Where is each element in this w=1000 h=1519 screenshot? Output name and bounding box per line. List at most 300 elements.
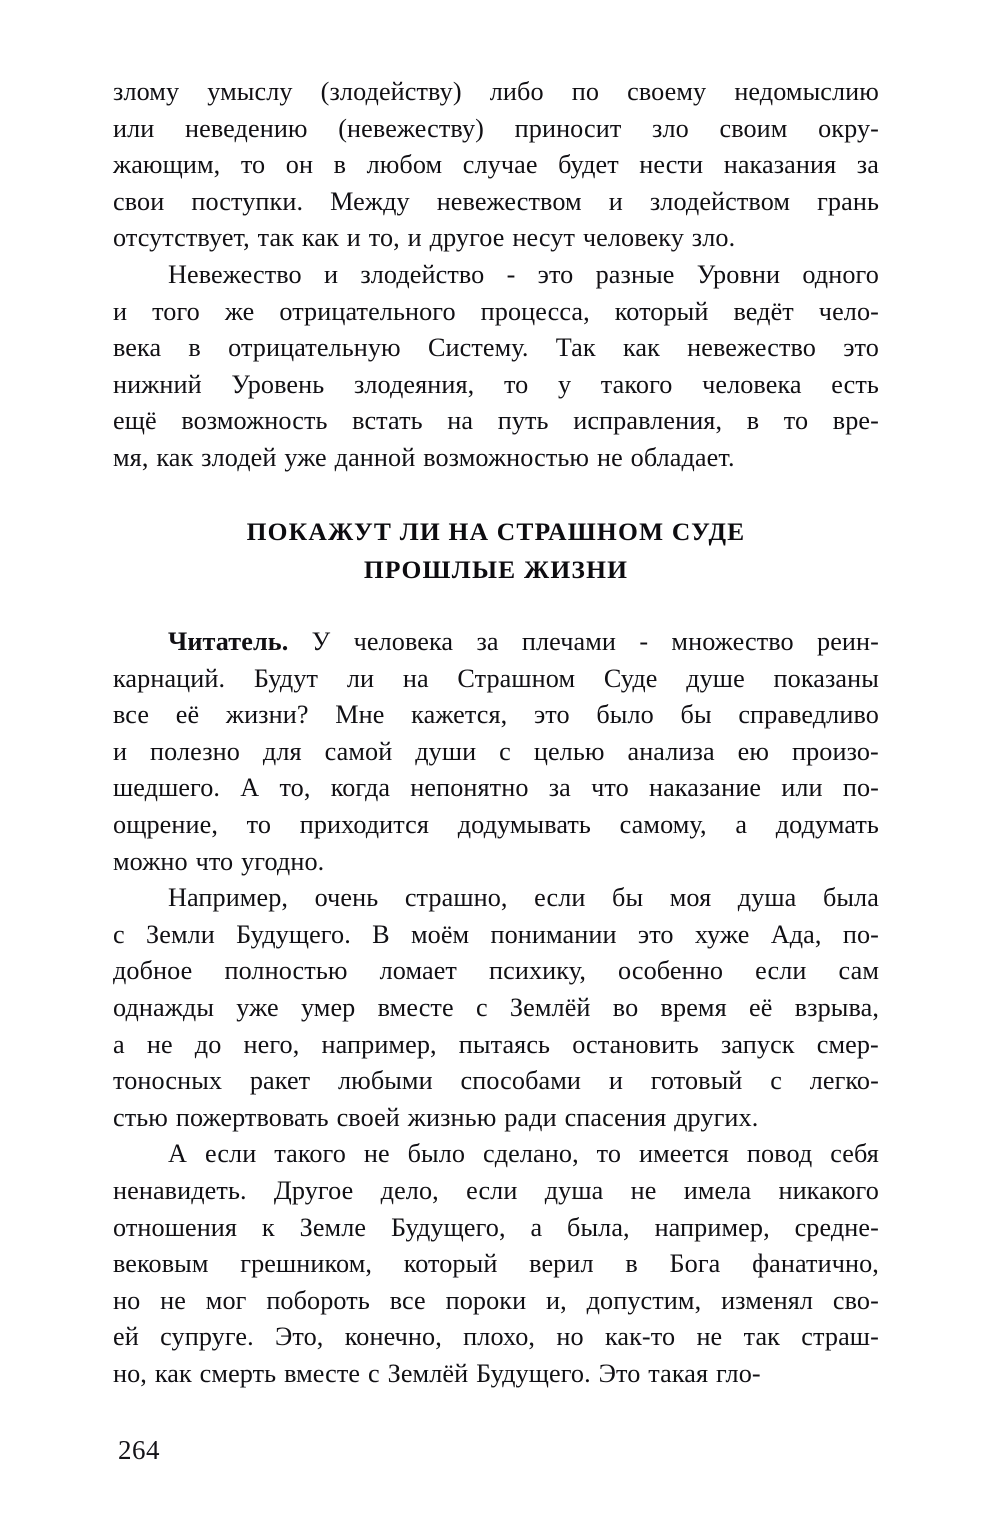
word: сво- (832, 1285, 879, 1315)
word: вместе (377, 992, 454, 1022)
word: изменял (721, 1285, 814, 1315)
word: психику, (489, 956, 586, 986)
word: то (246, 809, 272, 839)
word: ещё (113, 406, 157, 436)
word: по (571, 77, 600, 106)
word: отрицательную (228, 333, 401, 363)
word: не (630, 1175, 657, 1205)
text-line (113, 624, 879, 661)
word: а (113, 1029, 125, 1059)
word: А (240, 773, 260, 803)
text-line (113, 367, 879, 404)
word: понимании (490, 919, 617, 949)
word: её (175, 700, 200, 730)
word: своим (719, 113, 788, 143)
word: в (746, 406, 760, 436)
word: а (530, 1212, 543, 1242)
word: душа (737, 883, 797, 913)
word: недомыслию (734, 77, 879, 106)
word: обладает. (630, 442, 735, 472)
word: за (856, 150, 879, 180)
word: пороки (445, 1285, 527, 1315)
word: ракет (249, 1066, 311, 1096)
word: злодейство (360, 259, 485, 289)
word: с (113, 919, 125, 949)
word: У (311, 627, 331, 656)
word: (невежеству) (338, 113, 485, 143)
text-line (113, 1356, 879, 1393)
word: и (113, 296, 128, 326)
word: взрыва, (794, 992, 879, 1022)
word: что (195, 846, 234, 876)
word: он (285, 150, 314, 180)
paragraph-nevezhestvo (113, 257, 879, 477)
word: пытаясь (458, 1029, 551, 1059)
word: уже (236, 992, 279, 1022)
word: свои (113, 186, 165, 216)
word: возможностью (423, 442, 590, 472)
word: полностью (224, 956, 348, 986)
word: окру- (818, 113, 879, 143)
word: за (548, 773, 571, 803)
text-line (113, 111, 879, 148)
word: Так (555, 333, 596, 363)
text-column-lower (113, 624, 879, 1392)
word: как (301, 223, 339, 253)
word: данной (334, 442, 416, 472)
word: В (372, 919, 390, 949)
word: то (240, 150, 266, 180)
word: невежество (687, 333, 816, 363)
word: бы (680, 700, 712, 730)
word: сам (838, 956, 879, 986)
word: мя, (113, 442, 149, 472)
word: и, (546, 1285, 567, 1315)
word: Будущего. (476, 1358, 591, 1388)
word: это (537, 259, 574, 289)
word: других. (674, 1102, 759, 1132)
word: но, (113, 1358, 147, 1388)
word: наказание (648, 773, 762, 803)
word: если (466, 1175, 518, 1205)
paragraph-naprimer (113, 880, 879, 1136)
word: Уровень (231, 369, 325, 399)
word: злодеяния, (353, 369, 475, 399)
word: например, (321, 1029, 437, 1059)
text-line (113, 184, 879, 221)
word: не (363, 1139, 390, 1169)
word: плечами (521, 627, 617, 656)
word: её (748, 992, 773, 1022)
text-line (113, 1210, 879, 1247)
word: ненавидеть. (113, 1175, 247, 1205)
word: человека (702, 369, 802, 399)
word: однажды (113, 992, 215, 1022)
word: в (188, 333, 201, 363)
word: если (204, 1139, 257, 1169)
text-line (113, 1063, 879, 1100)
word: грань (817, 186, 879, 216)
word: Будущего, (390, 1212, 506, 1242)
text-line (113, 1319, 879, 1356)
word: как (622, 333, 660, 363)
paragraph-chitatel (113, 624, 879, 880)
word: Это (598, 1358, 641, 1388)
text-line (113, 403, 879, 440)
text-line (113, 1283, 879, 1320)
word: можно (113, 846, 188, 876)
word: одного (802, 259, 879, 289)
word: чело- (818, 296, 879, 326)
text-line (113, 1027, 879, 1064)
word: ощрение, (113, 809, 218, 839)
word: остановить (572, 1029, 699, 1059)
text-line (113, 770, 879, 807)
word: додумывать (457, 809, 591, 839)
word: душе (686, 663, 745, 693)
word: по- (842, 773, 879, 803)
word: отношения (113, 1212, 238, 1242)
word: то (503, 369, 529, 399)
word: но (556, 1322, 584, 1352)
word: то (596, 1139, 622, 1169)
word: то, (279, 773, 311, 803)
word: готовый (650, 1066, 743, 1096)
text-line (113, 220, 879, 257)
word: кажется, (411, 700, 508, 730)
word: не (160, 1285, 186, 1315)
word: Например, (168, 883, 289, 913)
word: века (113, 333, 162, 363)
word: своей (336, 1102, 400, 1132)
word: моя (669, 883, 712, 913)
word: и (608, 186, 623, 216)
word: было (596, 700, 654, 730)
word: вместе (284, 1358, 361, 1388)
word: Суде (603, 663, 658, 693)
word: уже (284, 442, 327, 472)
word: это (843, 333, 879, 363)
word: конечно, (344, 1322, 442, 1352)
word: своему (627, 77, 707, 106)
word: несут (512, 223, 576, 253)
section-heading (113, 513, 879, 589)
text-line (113, 880, 879, 917)
word: нижний (113, 369, 202, 399)
word: Другое (273, 1175, 354, 1205)
text-line (113, 74, 879, 111)
word: никакого (778, 1175, 879, 1205)
word: это (637, 919, 674, 949)
text-line (113, 1173, 879, 1210)
word: до (194, 1029, 222, 1059)
word: гло- (716, 1358, 761, 1388)
word: который (614, 296, 709, 326)
word: есть (831, 369, 879, 399)
word: злодей (201, 442, 277, 472)
word: Невежество (168, 259, 302, 289)
text-line (113, 917, 879, 954)
word: жающим, (113, 150, 221, 180)
word: другое (429, 223, 505, 253)
word: очень (314, 883, 379, 913)
word: Уровни (696, 259, 781, 289)
word: такого (274, 1139, 346, 1169)
word: легко- (809, 1066, 879, 1096)
text-line (113, 147, 879, 184)
word: который (403, 1249, 498, 1279)
word: додумать (775, 809, 879, 839)
word: хуже (694, 919, 750, 949)
word: имеется (638, 1139, 729, 1169)
word: дело, (380, 1175, 439, 1205)
text-line (113, 697, 879, 734)
text-line (113, 294, 879, 331)
text-line (113, 844, 879, 881)
page-number: 264 (118, 1435, 160, 1465)
word: такая (648, 1358, 709, 1388)
word: отрицательного (279, 296, 456, 326)
word: неведению (185, 113, 308, 143)
word: либо (489, 77, 544, 106)
word: особенно (618, 956, 724, 986)
word: самому, (619, 809, 707, 839)
word: была (822, 883, 879, 913)
word: смер- (816, 1029, 879, 1059)
word: будет (558, 150, 619, 180)
word: моём (410, 919, 470, 949)
word: процесса, (480, 296, 590, 326)
word: то (783, 406, 809, 436)
word: невежеством (436, 186, 582, 216)
word: любом (366, 150, 443, 180)
word: умыслу (207, 77, 293, 106)
section-heading-line-1: ПОКАЖУТ ЛИ НА СТРАШНОМ СУДЕ (246, 517, 746, 546)
word: смерть (199, 1358, 277, 1388)
word: когда (330, 773, 391, 803)
word: запуск (720, 1029, 795, 1059)
word: и (346, 223, 361, 253)
text-line (113, 734, 879, 771)
word: с (499, 736, 511, 766)
word: например, (654, 1212, 770, 1242)
word: а (735, 809, 748, 839)
word: бы (612, 883, 644, 913)
word: случае (462, 150, 538, 180)
word: человеку (582, 223, 684, 253)
word: способами (460, 1066, 582, 1096)
word: встать (352, 406, 423, 436)
word: исправления, (573, 406, 723, 436)
word: вре- (832, 406, 879, 436)
word: полезно (150, 736, 240, 766)
word: нести (639, 150, 704, 180)
word: страш- (801, 1322, 879, 1352)
text-line (113, 440, 879, 477)
word: и (608, 1066, 623, 1096)
word: злодейством (649, 186, 791, 216)
word: в (333, 150, 347, 180)
word: спасения (564, 1102, 667, 1132)
word: Ада, (770, 919, 822, 949)
word: Бога (669, 1249, 721, 1279)
word: была, (567, 1212, 630, 1242)
word: было (407, 1139, 466, 1169)
word: души (415, 736, 477, 766)
word: разные (595, 259, 675, 289)
word: так (257, 223, 295, 253)
word: же (224, 296, 255, 326)
word: умер (300, 992, 356, 1022)
word: угодно. (241, 846, 325, 876)
paragraphs-above-heading (113, 74, 879, 477)
paragraph-continued-zlomu (113, 74, 879, 257)
word: если (755, 956, 807, 986)
word: целью (533, 736, 605, 766)
word: ради (504, 1102, 557, 1132)
paragraph-a-esli (113, 1136, 879, 1392)
text-line (113, 257, 879, 294)
word: и (113, 736, 128, 766)
word: или (781, 773, 823, 803)
word: грешником, (240, 1249, 373, 1279)
word: жизнью (407, 1102, 497, 1132)
text-line (113, 990, 879, 1027)
word: фанатично, (752, 1249, 879, 1279)
word: за (476, 627, 499, 656)
word: на (402, 663, 429, 693)
word: приносит (514, 113, 622, 143)
word: это (533, 700, 570, 730)
word: карнаций. (113, 663, 226, 693)
word: - (639, 627, 649, 656)
word: справедливо (738, 700, 879, 730)
word: Землёй (387, 1358, 469, 1388)
word: него, (243, 1029, 300, 1059)
word: или (113, 113, 155, 143)
word: Читатель. (168, 627, 289, 656)
word: А (168, 1139, 188, 1169)
word: Систему. (427, 333, 529, 363)
word: с (475, 992, 488, 1022)
word: в (625, 1249, 638, 1279)
word: и (323, 259, 339, 289)
word: Землёй (509, 992, 591, 1022)
word: не (146, 1029, 173, 1059)
word: как-то (604, 1322, 676, 1352)
word: Будут (253, 663, 319, 693)
word: наказания (723, 150, 837, 180)
word: с (770, 1066, 782, 1096)
word: время (660, 992, 727, 1022)
word: Страшном (457, 663, 576, 693)
word: ей (113, 1322, 139, 1352)
word: зло (652, 113, 689, 143)
text-line (113, 1100, 879, 1137)
word: побороть (266, 1285, 370, 1315)
word: у (557, 369, 572, 399)
word: все (389, 1285, 426, 1315)
word: верил (529, 1249, 594, 1279)
text-line (113, 1136, 879, 1173)
word: возможность (181, 406, 328, 436)
text-line (113, 807, 879, 844)
word: Мне (335, 700, 385, 730)
word: к (261, 1212, 275, 1242)
word: душа (544, 1175, 604, 1205)
word: мог (205, 1285, 247, 1315)
word: с (368, 1358, 380, 1388)
word: ведёт (733, 296, 794, 326)
word: показаны (773, 663, 879, 693)
word: приходится (299, 809, 430, 839)
word: Между (330, 186, 410, 216)
word: во (612, 992, 639, 1022)
word: то, (368, 223, 400, 253)
word: все (113, 700, 150, 730)
word: допустим, (586, 1285, 702, 1315)
word: Земли (146, 919, 215, 949)
word: злому (113, 77, 180, 106)
word: любыми (337, 1066, 433, 1096)
word: но (113, 1285, 141, 1315)
word: для (262, 736, 302, 766)
word: по- (842, 919, 879, 949)
word: жизни? (225, 700, 309, 730)
word: на (447, 406, 474, 436)
word: и (407, 223, 422, 253)
paragraphs-below-heading (113, 624, 879, 1392)
text-line (113, 661, 879, 698)
word: того (152, 296, 200, 326)
word: пожертвовать (175, 1102, 329, 1132)
word: не (696, 1322, 723, 1352)
section-heading-line-2: ПРОШЛЫЕ ЖИЗНИ (363, 555, 629, 584)
word: что (591, 773, 629, 803)
text-line (113, 330, 879, 367)
word: шедшего. (113, 773, 221, 803)
word: самой (324, 736, 393, 766)
word: ею (737, 736, 770, 766)
text-column (113, 74, 879, 477)
word: плохо, (463, 1322, 536, 1352)
word: такого (600, 369, 673, 399)
word: ломает (379, 956, 457, 986)
word: реин- (817, 627, 879, 656)
word: поступки. (191, 186, 304, 216)
word: Это, (275, 1322, 324, 1352)
word: тоносных (113, 1066, 223, 1096)
word: произо- (791, 736, 879, 766)
word: сделано, (483, 1139, 579, 1169)
word: добное (113, 956, 193, 986)
word: путь (497, 406, 549, 436)
word: непонятно (410, 773, 529, 803)
word: множество (671, 627, 794, 656)
word: (злодейству) (320, 77, 462, 106)
word: себя (830, 1139, 879, 1169)
word: вековым (113, 1249, 209, 1279)
word: анализа (627, 736, 715, 766)
word: как (154, 1358, 192, 1388)
word: супруге. (160, 1322, 254, 1352)
word: не (596, 442, 623, 472)
word: зло. (691, 223, 736, 253)
word: как (156, 442, 194, 472)
word: страшно, (404, 883, 508, 913)
text-line (113, 1246, 879, 1283)
word: Земле (299, 1212, 367, 1242)
